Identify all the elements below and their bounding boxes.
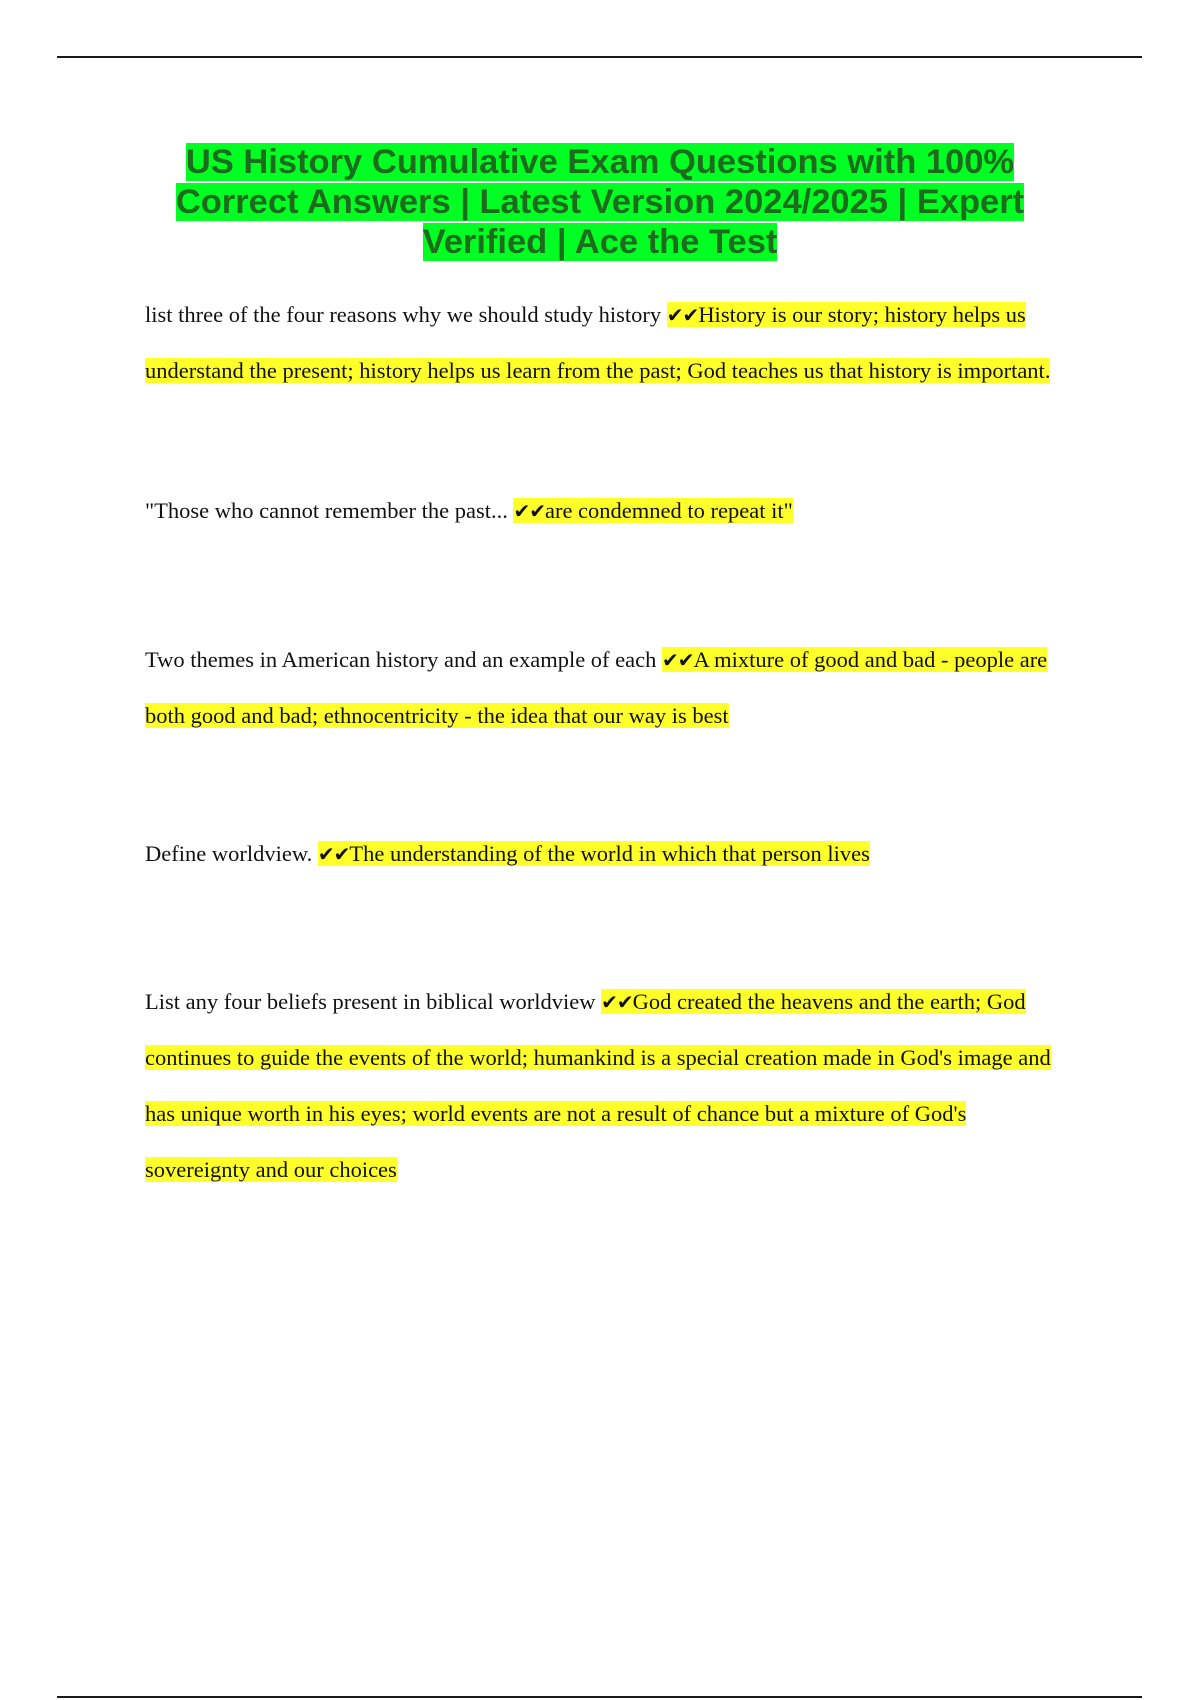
double-check-icon: ✔✔: [666, 303, 699, 327]
top-rule: [57, 56, 1142, 58]
answer-text: are condemned to repeat it": [544, 498, 793, 523]
question-text: List any four beliefs present in biblical worldview: [145, 989, 602, 1014]
answer-highlight: [145, 989, 1051, 1182]
qa-item-remember-past: [145, 483, 1075, 539]
question-text: Two themes in American history and an example of each: [145, 647, 663, 672]
answer-text: A mixture of good and bad - people are both good and bad; ethnocentricity - the idea that our way is best: [145, 647, 1048, 728]
qa-list: [145, 287, 1075, 1198]
document-title-text: US History Cumulative Exam Questions with 100% Correct Answers | Latest Version 2024/2025 | Expert Verified | Ace the Test: [175, 143, 1025, 261]
double-check-icon: ✔✔: [601, 990, 633, 1014]
answer-text: The understanding of the world in which that person lives: [349, 841, 870, 866]
qa-item-biblical-worldview: [145, 974, 1075, 1198]
double-check-icon: ✔✔: [662, 648, 694, 672]
answer-text: God created the heavens and the earth; God continues to guide the events of the world; humankind is a special creation made in God's image and has unique worth in his eyes; world events are not a result of chance but a mixture of God's sovereignty and our choices: [145, 989, 1051, 1182]
question-text: list three of the four reasons why we should study history: [145, 302, 667, 327]
answer-highlight: [318, 841, 870, 866]
qa-item-worldview: [145, 826, 1075, 882]
document-title: [150, 142, 1050, 262]
bottom-rule: [57, 1696, 1142, 1698]
qa-item-study-history: [145, 287, 1075, 399]
double-check-icon: ✔✔: [317, 842, 350, 866]
double-check-icon: ✔✔: [513, 499, 545, 523]
question-text: "Those who cannot remember the past...: [145, 498, 514, 523]
qa-item-american-themes: [145, 632, 1075, 744]
answer-text: History is our story; history helps us understand the present; history helps us learn from the past; God teaches us that history is important.: [145, 302, 1051, 383]
answer-highlight: [513, 498, 792, 523]
question-text: Define worldview.: [145, 841, 318, 866]
